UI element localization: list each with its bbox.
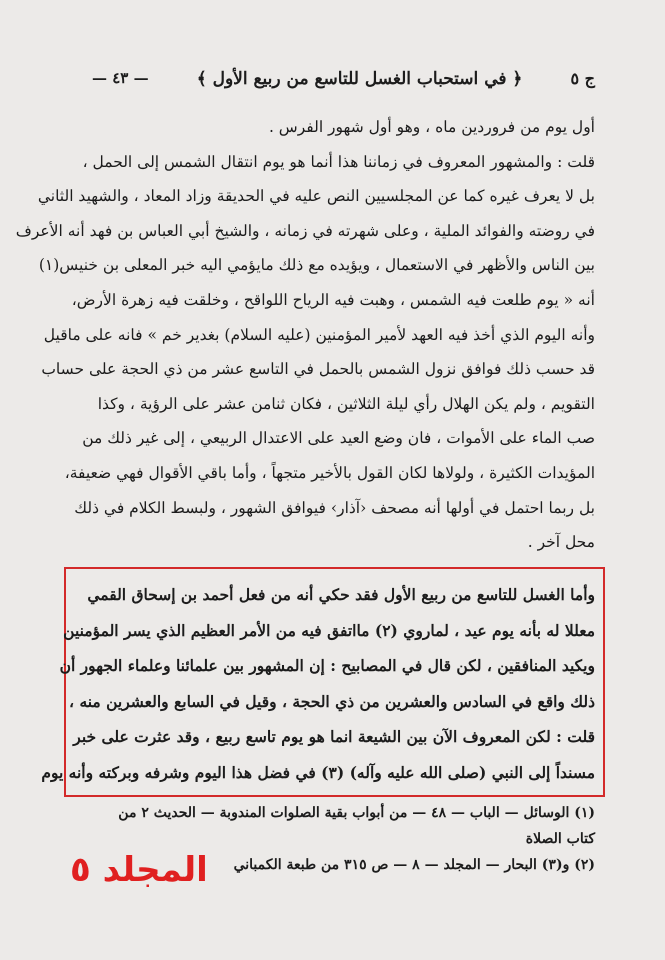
text-line: محل آخر . <box>527 533 595 552</box>
text-line: في روضته والفوائد الملية ، وعلى شهرته في زمانه ، والشيخ أبي العباس بن فهد أنه الأعرف <box>15 221 595 240</box>
volume-number: ج ٥ <box>570 68 595 88</box>
header-title: ﴿ في استحباب الغسل للتاسع من ربيع الأول ﴾ <box>196 68 523 89</box>
highlighted-line: معللا له بأنه يوم عيد ، لماروي (٢) مااتفق فيه من الأمر العظيم الذي يسر المؤمنين <box>63 620 595 640</box>
running-header <box>92 63 595 93</box>
highlighted-line: ويكيد المنافقين ، لكن قال في المصابيح : إن المشهور بين علمائنا وعلماء الجهور أن <box>59 656 595 675</box>
body-text <box>15 110 595 560</box>
footnote-line: كتاب الصلاة <box>525 831 595 847</box>
text-line: أنه « يوم طلعت فيه الشمس ، وهبت فيه الرياح اللواقح ، وخلقت فيه زهرة الأرض، <box>71 290 595 309</box>
text-line: المؤيدات الكثيرة ، ولولاها لكان القول بالأخير متجهاً ، وأما باقي الأقوال فهي ضعيفة، <box>64 463 595 482</box>
highlighted-line: وأما الغسل للتاسع من ربيع الأول فقد حكي أنه من فعل أحمد بن إسحاق القمي <box>87 585 595 604</box>
text-line: وأنه اليوم الذي أخذ فيه العهد لأمير المؤمنين (عليه السلام) بغدير خم » فانه على ماقيل <box>43 325 595 344</box>
text-line: صب الماء على الأموات ، فان وضع العيد على الاعتدال الربيعي ، إلى غير ذلك من <box>82 429 595 448</box>
text-line: قلت : والمشهور المعروف في زماننا هذا أنما هو يوم انتقال الشمس إلى الحمل ، <box>82 152 595 171</box>
text-line: التقويم ، ولم يكن الهلال رأي ليلة الثلاثين ، فكان ثنامن عشر على الرؤية ، وكذا <box>97 394 595 413</box>
highlighted-passage <box>41 577 595 790</box>
text-line: قد حسب ذلك فوافق نزول الشمس بالحمل في التاسع عشر من ذي الحجة على حساب <box>41 360 595 379</box>
text-line: بل ربما احتمل في أولها أنه مصحف ‹آذار› فيوافق الشهور ، ولبسط الكلام في ذلك <box>74 498 595 517</box>
text-line: أول يوم من فروردين ماه ، وهو أول شهور الفرس . <box>268 118 595 136</box>
footnote-line: (٢) و(٣) البحار — المجلد — ٨ — ص ٣١٥ من طبعة الكمباني <box>233 857 595 873</box>
footnote-line: (١) الوسائل — الباب — ٤٨ — من أبواب بقية الصلوات المندوبة — الحديث ٢ من <box>118 805 595 821</box>
volume-stamp: المجلد ٥ <box>70 850 208 890</box>
text-line: بين الناس والأظهر في الاستعمال ، ويؤيده مع ذلك مايؤمي اليه خبر المعلى بن خنيس(١) <box>38 256 595 275</box>
text-line: بل لا يعرف غيره كما عن المجلسيين النص عليه في الحديقة وزاد المعاد ، والشهيد الثاني <box>37 187 595 206</box>
highlighted-line: ذلك واقع في السادس والعشرين من ذي الحجة ، وقيل في السابع والعشرين منه ، <box>69 691 595 711</box>
highlighted-line: قلت : لكن المعروف الآن بين الشيعة انما هو يوم تاسع ربيع ، وقد عثرت على خبر <box>73 727 595 746</box>
highlighted-line: مسنداً إلى النبي (صلى الله عليه وآله) (٣) في فضل هذا اليوم وشرفه وبركته وأنه يوم <box>41 762 595 782</box>
page-number: — ٤٣ — <box>92 69 149 87</box>
